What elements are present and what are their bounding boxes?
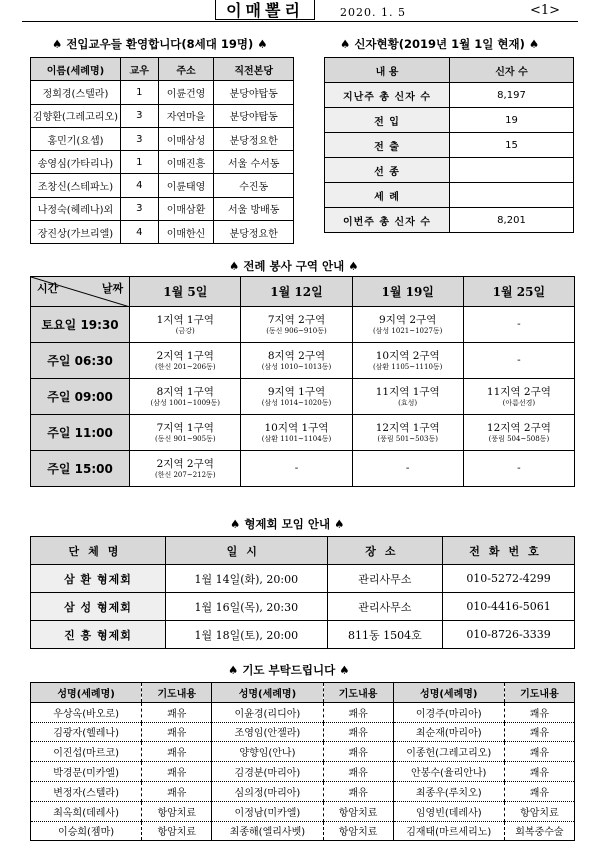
service-area: 8지역 1구역 (156, 386, 214, 399)
service-area: 11지역 2구역 (486, 386, 551, 399)
column-header: 직전본당 (214, 58, 294, 81)
table-cell: 4 (120, 174, 158, 197)
service-area: 1지역 1구역 (156, 314, 214, 327)
table-cell: 3 (120, 197, 158, 220)
corner-label-date: 날짜 (101, 282, 124, 295)
prayer-intention: 쾌유 (504, 781, 574, 801)
column-header: 주소 (158, 58, 214, 81)
service-cell (463, 379, 574, 415)
service-area-detail: (삼성 1014~1020동) (261, 398, 332, 407)
table-row (31, 221, 294, 244)
prayer-intention: 쾌유 (504, 702, 574, 722)
table-row (31, 722, 575, 742)
service-area: 10지역 2구역 (375, 350, 440, 363)
person-name: 박경문(미카엘) (31, 762, 142, 782)
members-title: ♠ 신자현황(2019년 1월 1일 현재) ♠ (340, 37, 540, 51)
prayer-intention: 쾌유 (142, 762, 212, 782)
column-header: 전화번호 (443, 537, 575, 565)
service-area: - (405, 462, 410, 475)
person-name: 이진섭(마르코) (31, 742, 142, 762)
table-row (31, 307, 575, 343)
meetings-table (30, 536, 575, 649)
person-name: 심의정(마리아) (212, 781, 323, 801)
service-cell (352, 451, 463, 487)
service-area: 10지역 1구역 (264, 422, 329, 435)
table-row (31, 593, 575, 621)
prayer-intention: 쾌유 (504, 762, 574, 782)
prayer-intention: 쾌유 (142, 781, 212, 801)
row-value: 8,197 (450, 83, 574, 108)
table-cell: 정회경(스텔라) (31, 81, 121, 104)
row-value (450, 183, 574, 208)
service-area-detail: (한신 207~212동) (154, 470, 216, 479)
person-name: 최옥희(데레사) (31, 801, 142, 821)
person-name: 임영빈(데레사) (393, 801, 504, 821)
prayer-intention: 쾌유 (323, 702, 393, 722)
person-name: 양향임(안나) (212, 742, 323, 762)
table-cell: 서울 수서동 (214, 151, 294, 174)
table-row (325, 158, 574, 183)
table-row (31, 343, 575, 379)
group-name: 삼 환 형제회 (31, 565, 166, 593)
service-area-detail: (삼환 1101~1104동) (261, 434, 332, 443)
row-label: 전 출 (325, 133, 450, 158)
table-row (31, 821, 575, 841)
service-cell (352, 307, 463, 343)
table-cell: 조창신(스테파노) (31, 174, 121, 197)
table-row (31, 781, 575, 801)
meetings-title: ♠ 형제회 모임 안내 ♠ (230, 517, 345, 531)
table-cell: 홍민기(요셉) (31, 127, 121, 150)
members-table (324, 57, 574, 233)
column-header: 성명(세례명) (212, 683, 323, 703)
service-time: 토요일 19:30 (31, 307, 130, 343)
service-area-detail: (아름선경) (502, 398, 536, 407)
person-name: 김경분(마리아) (212, 762, 323, 782)
table-row (325, 108, 574, 133)
prayer-intention: 쾌유 (504, 742, 574, 762)
table-cell: 010-4416-5061 (443, 593, 575, 621)
table-header-row (325, 58, 574, 83)
table-cell: 1월 14일(화), 20:00 (166, 565, 328, 593)
column-header: 단체명 (31, 537, 166, 565)
table-cell: 1월 18일(토), 20:00 (166, 621, 328, 649)
service-area: 2지역 1구역 (156, 350, 214, 363)
table-row (325, 133, 574, 158)
bulletin-date: 2020. 1. 5 (340, 6, 406, 19)
members-body (325, 83, 574, 233)
table-header-row (31, 683, 575, 703)
column-header: 기도내용 (323, 683, 393, 703)
service-area: 7지역 2구역 (267, 314, 326, 327)
person-name: 김재태(마르세리노) (393, 821, 504, 841)
service-cell (130, 415, 241, 451)
table-row (325, 83, 574, 108)
table-cell: 수진동 (214, 174, 294, 197)
service-area: - (517, 354, 521, 367)
table-cell: 서울 방배동 (214, 197, 294, 220)
row-label: 세 례 (325, 183, 450, 208)
newcomers-body (31, 81, 294, 244)
row-value (450, 158, 574, 183)
service-area-detail: (삼성 1010~1013동) (261, 362, 332, 371)
prayer-intention: 쾌유 (323, 781, 393, 801)
column-header: 교우 (120, 58, 158, 81)
column-header: 장소 (327, 537, 442, 565)
person-name: 조영임(안젤라) (212, 722, 323, 742)
newcomers-table (30, 57, 294, 244)
table-header-row (31, 537, 575, 565)
service-area-detail: (한신 201~206동) (154, 362, 216, 371)
service-cell (241, 451, 352, 487)
row-value: 15 (450, 133, 574, 158)
prayer-body (31, 702, 575, 841)
table-row (31, 565, 575, 593)
row-value: 19 (450, 108, 574, 133)
table-cell: 4 (120, 221, 158, 244)
service-cell (241, 415, 352, 451)
service-area: 12지역 2구역 (486, 422, 551, 435)
service-body (31, 307, 575, 487)
column-header: 이름(세례명) (31, 58, 121, 81)
row-label: 이번주 총 신자 수 (325, 208, 450, 233)
prayer-intention: 항암치료 (323, 821, 393, 841)
table-row (31, 415, 575, 451)
table-cell: 관리사무소 (327, 565, 442, 593)
table-cell: 010-5272-4299 (443, 565, 575, 593)
service-area: 11지역 1구역 (375, 386, 440, 399)
table-row (31, 379, 575, 415)
prayer-intention: 항암치료 (142, 801, 212, 821)
row-label: 지난주 총 신자 수 (325, 83, 450, 108)
table-row (31, 762, 575, 782)
service-cell (241, 379, 352, 415)
table-cell: 이매진흥 (158, 151, 214, 174)
service-area: - (294, 462, 299, 475)
service-cell (352, 415, 463, 451)
table-cell: 이륜건영 (158, 81, 214, 104)
table-cell: 이매한신 (158, 221, 214, 244)
prayer-table (30, 682, 575, 841)
prayer-title: ♠ 기도 부탁드립니다 ♠ (228, 663, 350, 677)
service-area: - (517, 318, 521, 331)
bulletin-header (0, 0, 600, 22)
person-name: 우상옥(바오로) (31, 702, 142, 722)
table-row (31, 621, 575, 649)
service-cell (130, 307, 241, 343)
table-row (31, 151, 294, 174)
service-area: - (517, 462, 521, 475)
column-header: 일시 (166, 537, 328, 565)
bulletin-title: 이매뽈리 (215, 0, 315, 20)
service-area-detail: (삼성 1021~1027동) (372, 326, 443, 335)
service-area: 8지역 2구역 (267, 350, 326, 363)
column-header: 성명(세례명) (31, 683, 142, 703)
table-cell: 1 (120, 151, 158, 174)
table-cell: 분당야탑동 (214, 81, 294, 104)
table-cell: 3 (120, 104, 158, 127)
table-row (31, 81, 294, 104)
group-name: 삼 성 형제회 (31, 593, 166, 621)
header-rule (22, 21, 578, 22)
table-cell: 분당야탑동 (214, 104, 294, 127)
table-row (31, 742, 575, 762)
table-cell: 3 (120, 127, 158, 150)
person-name: 이승희(젬마) (31, 821, 142, 841)
service-cell (463, 307, 574, 343)
service-area: 2지역 2구역 (156, 458, 214, 471)
table-row (31, 104, 294, 127)
person-name: 이정남(미카엘) (212, 801, 323, 821)
date-header: 1월 25일 (463, 277, 574, 307)
service-time: 주일 09:00 (31, 379, 130, 415)
service-area-detail: (금강) (175, 326, 195, 335)
table-cell: 1 (120, 81, 158, 104)
service-area-detail: (풍림 501~503동) (377, 434, 438, 443)
prayer-intention: 쾌유 (323, 742, 393, 762)
table-cell: 010-8726-3339 (443, 621, 575, 649)
column-header: 내 용 (325, 58, 450, 83)
service-area: 12지역 1구역 (375, 422, 440, 435)
prayer-intention: 쾌유 (323, 762, 393, 782)
prayer-intention: 쾌유 (323, 722, 393, 742)
corner-label-time: 시간 (37, 282, 59, 295)
prayer-intention: 항암치료 (504, 801, 574, 821)
table-row (31, 197, 294, 220)
group-name: 진 흥 형제회 (31, 621, 166, 649)
date-header: 1월 19일 (352, 277, 463, 307)
row-label: 전 입 (325, 108, 450, 133)
date-header: 1월 5일 (130, 277, 241, 307)
prayer-intention: 쾌유 (142, 702, 212, 722)
person-name: 안봉수(율리안나) (393, 762, 504, 782)
prayer-intention: 항암치료 (323, 801, 393, 821)
table-cell: 811동 1504호 (327, 621, 442, 649)
corner-header (31, 277, 130, 307)
service-cell (130, 379, 241, 415)
table-cell: 송영심(가타리나) (31, 151, 121, 174)
table-cell: 관리사무소 (327, 593, 442, 621)
service-area-detail: (동신 901~905동) (154, 434, 216, 443)
service-area-detail: (효성) (398, 398, 418, 407)
prayer-intention: 회복중수술 (504, 821, 574, 841)
service-area: 9지역 1구역 (267, 386, 326, 399)
service-area: 7지역 1구역 (156, 422, 214, 435)
table-cell: 이매삼환 (158, 197, 214, 220)
person-name: 이윤경(리디아) (212, 702, 323, 722)
row-value: 8,201 (450, 208, 574, 233)
person-name: 변정자(스텔라) (31, 781, 142, 801)
table-header-row (31, 277, 575, 307)
column-header: 기도내용 (504, 683, 574, 703)
table-header-row (31, 58, 294, 81)
service-cell (463, 451, 574, 487)
table-row (31, 127, 294, 150)
prayer-intention: 쾌유 (142, 742, 212, 762)
column-header: 성명(세례명) (393, 683, 504, 703)
person-name: 최순재(마리아) (393, 722, 504, 742)
table-cell: 장진상(가브리엘) (31, 221, 121, 244)
service-cell (352, 343, 463, 379)
person-name: 이종헌(그레고리오) (393, 742, 504, 762)
person-name: 최종우(루치오) (393, 781, 504, 801)
table-cell: 1월 16일(목), 20:30 (166, 593, 328, 621)
table-row (31, 174, 294, 197)
table-cell: 이륜태영 (158, 174, 214, 197)
prayer-intention: 항암치료 (142, 821, 212, 841)
table-row (325, 208, 574, 233)
column-header: 신자 수 (450, 58, 574, 83)
table-cell: 김향환(그레고리오) (31, 104, 121, 127)
person-name: 최종해(엘리사벳) (212, 821, 323, 841)
service-area-detail: (삼환 1105~1110동) (372, 362, 443, 371)
column-header: 기도내용 (142, 683, 212, 703)
table-row (31, 801, 575, 821)
service-title: ♠ 전례 봉사 구역 안내 ♠ (229, 259, 359, 273)
table-row (31, 451, 575, 487)
service-time: 주일 11:00 (31, 415, 130, 451)
service-area: 9지역 2구역 (379, 314, 437, 327)
service-cell (463, 343, 574, 379)
service-cell (130, 451, 241, 487)
table-cell: 분당정요한 (214, 221, 294, 244)
service-cell (241, 343, 352, 379)
table-row (325, 183, 574, 208)
newcomers-title: ♠ 전입교우들 환영합니다(8세대 19명) ♠ (52, 37, 268, 51)
service-table (30, 276, 575, 487)
person-name: 김광자(헬레나) (31, 722, 142, 742)
page-number: <1> (530, 3, 561, 18)
prayer-intention: 쾌유 (504, 722, 574, 742)
service-area-detail: (동신 906~910동) (266, 326, 327, 335)
table-cell: 자연마을 (158, 104, 214, 127)
table-cell: 나정숙(헤레나)외 (31, 197, 121, 220)
service-cell (352, 379, 463, 415)
service-cell (241, 307, 352, 343)
person-name: 이경주(마리아) (393, 702, 504, 722)
row-label: 선 종 (325, 158, 450, 183)
service-time: 주일 15:00 (31, 451, 130, 487)
table-cell: 분당정요한 (214, 127, 294, 150)
meetings-body (31, 565, 575, 649)
service-cell (463, 415, 574, 451)
table-row (31, 702, 575, 722)
service-area-detail: (풍림 504~508동) (488, 434, 550, 443)
service-cell (130, 343, 241, 379)
date-header: 1월 12일 (241, 277, 352, 307)
service-area-detail: (삼성 1001~1009동) (150, 398, 220, 407)
prayer-intention: 쾌유 (142, 722, 212, 742)
service-time: 주일 06:30 (31, 343, 130, 379)
table-cell: 이매삼성 (158, 127, 214, 150)
